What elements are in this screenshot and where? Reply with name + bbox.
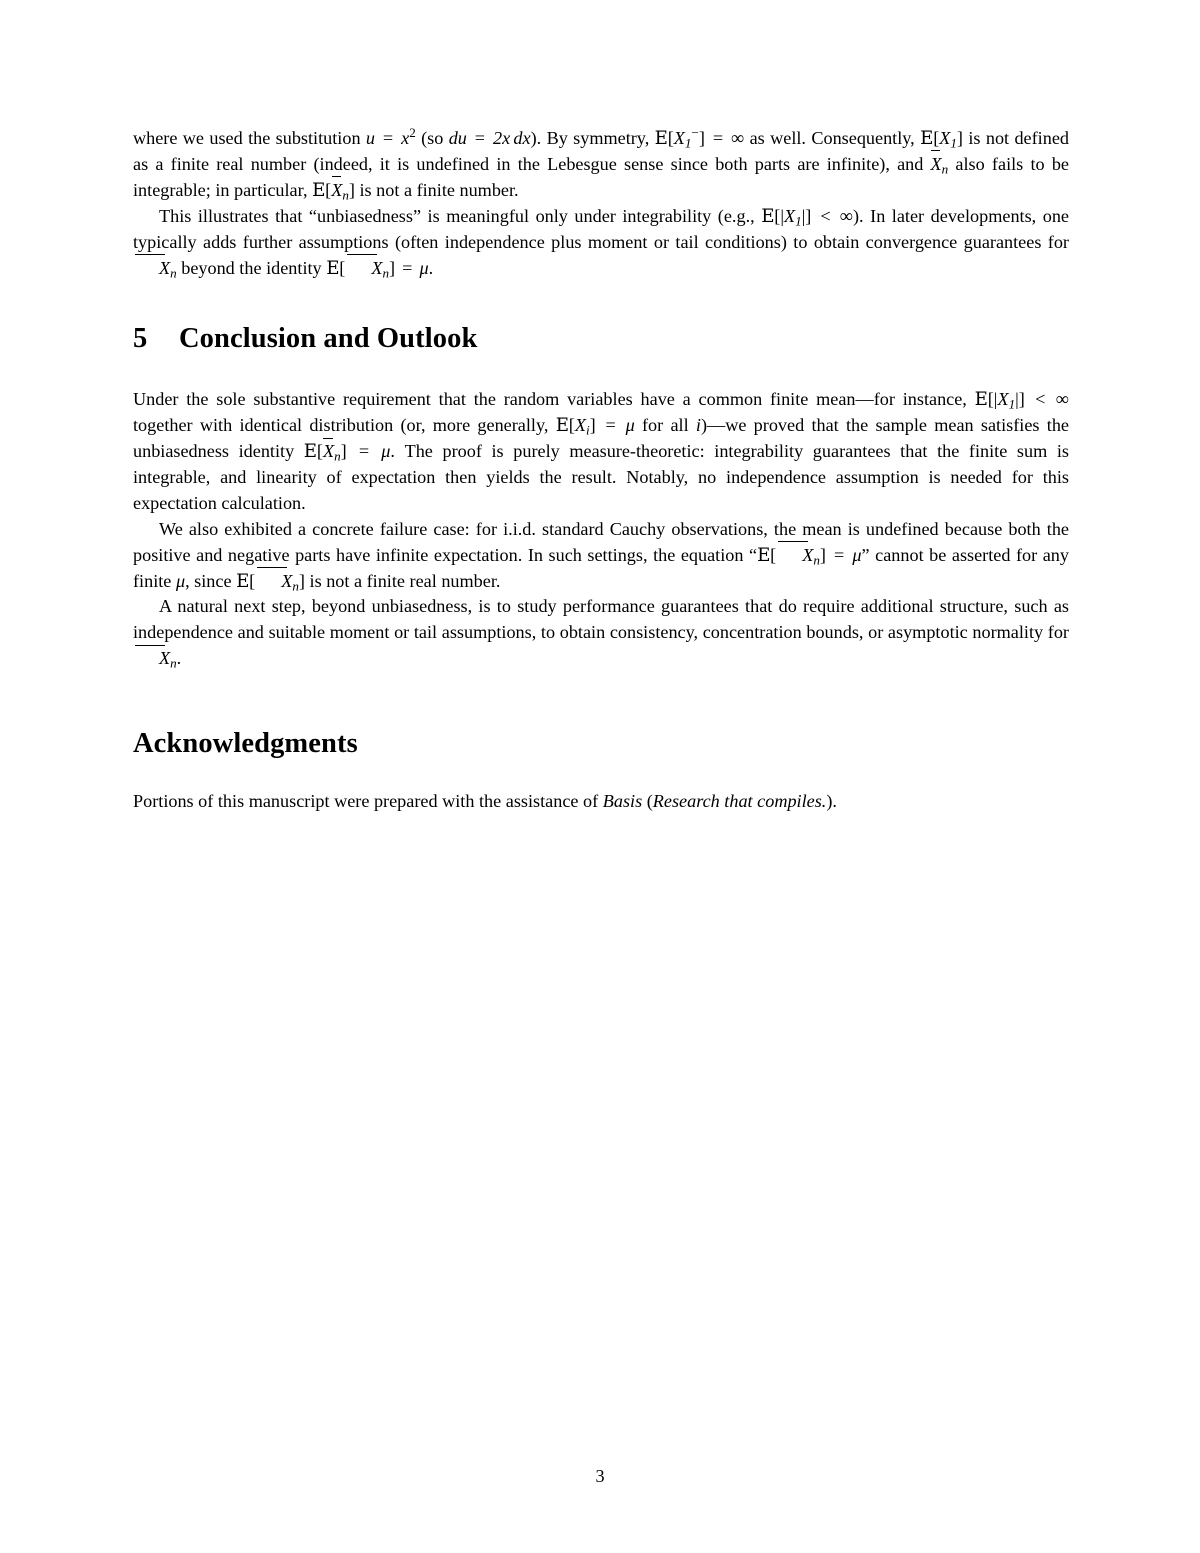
section-title: Conclusion and Outlook (179, 323, 478, 355)
math-expectation-x1: $E[X_1]$ (920, 128, 963, 151)
text-run: ( (642, 790, 653, 811)
section-heading-conclusion (133, 323, 1069, 356)
vertical-spacer (133, 672, 1069, 728)
text-run: ” cannot be asserted for any finite (133, 544, 1069, 591)
paragraph-cauchy-failure-case (133, 517, 1069, 595)
page-number: 3 (595, 1466, 605, 1486)
math-x-bar-n-final: $X_n$ (133, 648, 177, 668)
paragraph-acknowledgments (133, 789, 1069, 815)
math-expectation-abs-x1-finite: $E[|X_1|]$ < ∞ (974, 389, 1069, 412)
text-run: ). In later developments, one typically adds further assumptions (often independence plus moment or tail conditions) to obtain convergence guarantees for (133, 205, 1069, 252)
text-run: where we used the substitution (133, 128, 366, 148)
text-run: . The proof is purely measure-theoretic: integrability guarantees that the finite sum is integrable, and linearity of expectation then yields the result. Notably, no independence assumption is needed for this expectation calculation. (133, 441, 1069, 513)
tool-name-basis: Basis (602, 790, 643, 811)
text-run: is not defined as a finite real number (indeed, it is undefined in the Lebesgue sense since both parts are infinite), and (133, 128, 1069, 174)
text-run: , since (185, 570, 237, 591)
text-run: . (428, 257, 434, 278)
paragraph-unbiasedness-integrability (133, 204, 1069, 282)
math-u-equals-x-squared: $u = x^2$ (365, 125, 416, 148)
math-x-bar-n: $X_n$ (930, 153, 949, 177)
acknowledgments-title: Acknowledgments (133, 728, 358, 760)
math-expectation-x-bar-n: $E[X_n]$ (312, 179, 355, 203)
text-run: A natural next step, beyond unbiasedness, is to study performance guarantees that do require additional structure, such as independence and suitable moment or tail assumptions, to obtain consistency, concentration bounds, or asymptotic normality for (133, 596, 1069, 643)
section-number: 5 (133, 323, 148, 355)
text-run: This illustrates that “unbiasedness” is meaningful only under integrability (e.g., (159, 205, 762, 226)
text-run: is not a finite number. (354, 179, 519, 200)
math-expectation-x1-minus-infinite: $E[X_1^-]$ = ∞ (654, 125, 745, 151)
math-expectation-x-bar-n-3: E[ $X_n$] (236, 570, 305, 594)
math-mu-2: μ (175, 570, 186, 591)
text-run: beyond the identity (176, 257, 327, 278)
paragraph-conclusion-requirement (133, 387, 1069, 517)
vertical-spacer (133, 356, 1069, 387)
text-run: is not a finite real number. (304, 570, 501, 591)
paragraph-next-steps (133, 594, 1069, 672)
text-run: Portions of this manuscript were prepared with the assistance of (133, 790, 603, 811)
math-x-bar-n-2: $X_n$ (133, 258, 177, 278)
text-run: (so (415, 128, 449, 148)
page-content (133, 126, 1069, 815)
text-run: We also exhibited a concrete failure case: for i.i.d. standard Cauchy observations, the mean is undefined because both the positive and negative parts have infinite expectation. In such settings, the equation “ (133, 518, 1069, 565)
text-run: Under the sole substantive requirement that the random variables have a common finite mean—for instance, (133, 389, 975, 410)
text-run: ). By symmetry, (530, 128, 655, 148)
vertical-spacer (133, 281, 1069, 323)
math-index-i: i (695, 415, 701, 436)
text-run: . (176, 648, 182, 669)
tool-tagline: Research that compiles. (652, 790, 827, 811)
text-run: as well. Consequently, (744, 128, 921, 148)
text-run: for all (634, 415, 696, 436)
text-run: ). (826, 790, 837, 811)
math-expectation-x-bar-equals-mu: E[ $X_n] = \mu$ (326, 257, 429, 281)
math-unbiasedness-identity: $E[X_n] = \mu$ (303, 441, 391, 464)
section-heading-acknowledgments (133, 728, 1069, 761)
math-expectation-abs-x1-lt-infinity: $E[|X_1|]$ < ∞ (761, 205, 853, 229)
text-run: also fails to be integrable; in particular, (133, 153, 1069, 200)
math-du-equals-2x-dx: du = 2x dx (448, 128, 531, 148)
text-run: )—we proved that the sample mean satisfies the unbiasedness identity (133, 415, 1069, 462)
vertical-spacer (133, 761, 1069, 789)
text-run: together with identical distribution (or, more generally, (133, 415, 556, 436)
paragraph-substitution (133, 126, 1069, 204)
math-expectation-xi-equals-mu: $E[X_i] = \mu$ (555, 415, 635, 438)
math-expectation-x-bar-equals: E[ $X_n] = \mu$ (757, 544, 862, 568)
